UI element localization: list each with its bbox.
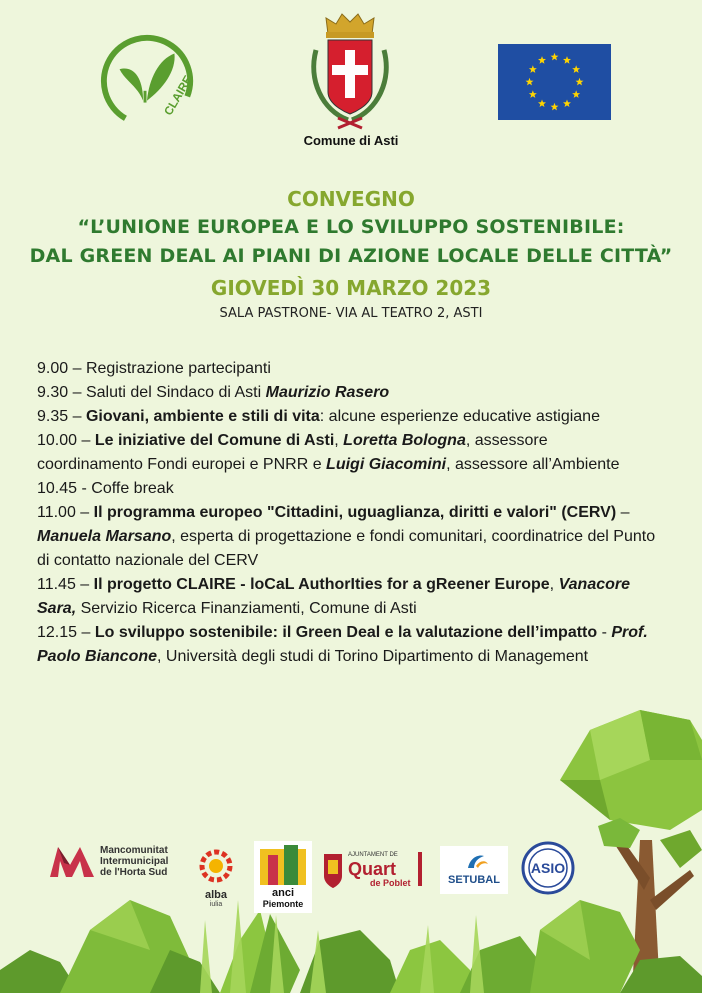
quart-top-label: AJUNTAMENT DE bbox=[348, 852, 398, 858]
program-line: Paolo Biancone, Università degli studi di Torino Dipartimento di Management bbox=[37, 648, 589, 665]
logo-mancomunitat bbox=[50, 843, 180, 881]
program-line: Manuela Marsano, esperta di progettazione e fondi comunitari, coordinatrice del Punto bbox=[37, 528, 656, 545]
quart-main-label: Quart bbox=[348, 859, 397, 879]
asio-label: ASIO bbox=[530, 860, 566, 876]
program-line: coordinamento Fondi europei e PNRR e Luigi Giacomini, assessore all’Ambiente bbox=[37, 456, 620, 473]
logo-quart-de-poblet bbox=[322, 848, 422, 892]
anci-label: anci bbox=[271, 887, 294, 899]
program-list bbox=[37, 357, 702, 669]
anci-sub-label: Piemonte bbox=[262, 899, 304, 909]
alba-sub-label: iulia bbox=[209, 901, 223, 908]
quart-sub-label: de Poblet bbox=[370, 878, 411, 888]
setubal-label: SETUBAL bbox=[448, 874, 500, 886]
logo-anci-piemonte bbox=[254, 841, 312, 913]
quart-divider bbox=[418, 852, 422, 886]
title-line-2: DAL GREEN DEAL AI PIANI DI AZIONE LOCALE DELLE CITTÀ” bbox=[29, 245, 673, 267]
program-line: 12.15 – Lo sviluppo sostenibile: il Green Deal e la valutazione dell’impatto - Prof. bbox=[37, 624, 648, 641]
program-line: Sara, Servizio Ricerca Finanziamenti, Comune di Asti bbox=[37, 600, 417, 617]
asti-crest-icon bbox=[302, 10, 398, 132]
program-line: 9.30 – Saluti del Sindaco di Asti Maurizio Rasero bbox=[37, 384, 390, 401]
program-line: 9.00 – Registrazione partecipanti bbox=[37, 360, 271, 377]
mancomunitat-mark-icon bbox=[50, 843, 96, 881]
logo-asio bbox=[520, 840, 576, 896]
mancomunitat-line: Mancomunitat bbox=[100, 845, 168, 856]
setubal-wave-icon bbox=[440, 846, 508, 876]
comune-di-asti-label: Comune di Asti bbox=[303, 133, 399, 148]
eu-flag-icon bbox=[498, 44, 611, 120]
program-line: 9.35 – Giovani, ambiente e stili di vita: alcune esperienze educative astigiane bbox=[37, 408, 600, 425]
alba-iulia-star-icon bbox=[193, 843, 239, 889]
mancomunitat-line: de l'Horta Sud bbox=[100, 867, 168, 878]
claire-logo bbox=[98, 32, 196, 130]
program-line: 11.45 – Il progetto CLAIRE - loCaL AuthorIties for a gReener Europe, Vanacore bbox=[37, 576, 631, 593]
logo-alba-iulia bbox=[193, 843, 239, 911]
event-date: GIOVEDÌ 30 MARZO 2023 bbox=[210, 276, 492, 300]
anci-tower-icon bbox=[254, 841, 312, 887]
claire-logo-text: CLAIRE bbox=[161, 73, 195, 118]
program-line: 10.00 – Le iniziative del Comune di Asti, Loretta Bologna, assessore bbox=[37, 432, 548, 449]
program-line: 11.00 – Il programma europeo "Cittadini, uguaglianza, diritti e valori" (CERV) – bbox=[37, 504, 630, 521]
asio-circle-icon bbox=[520, 840, 576, 896]
mancomunitat-line: Intermunicipal bbox=[100, 856, 169, 867]
alba-label: alba bbox=[204, 889, 227, 901]
event-venue: SALA PASTRONE- VIA AL TEATRO 2, ASTI bbox=[219, 306, 483, 321]
logo-setubal bbox=[440, 846, 508, 894]
program-line: 10.45 - Coffe break bbox=[37, 480, 174, 497]
title-convegno: CONVEGNO bbox=[287, 187, 415, 211]
title-line-1: “L’UNIONE EUROPEA E LO SVILUPPO SOSTENIBILE: bbox=[77, 216, 625, 238]
program-line: di contatto nazionale del CERV bbox=[37, 552, 259, 569]
quart-shield-icon bbox=[322, 850, 344, 890]
